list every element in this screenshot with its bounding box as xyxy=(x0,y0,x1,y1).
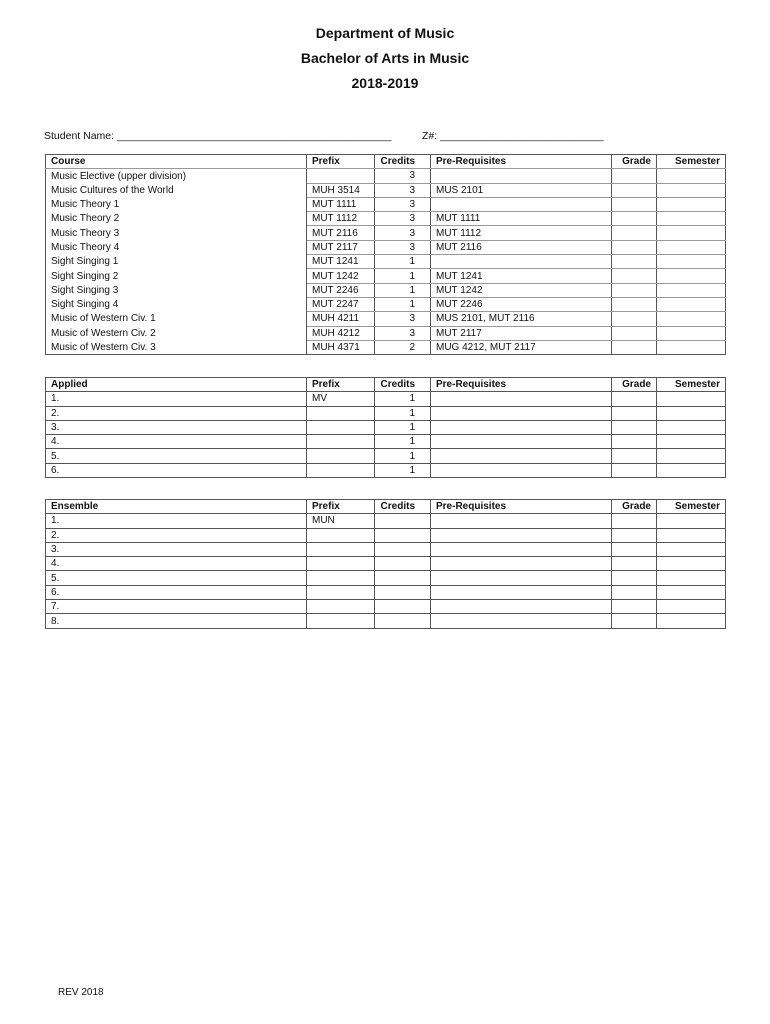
prereq-column-header: Pre-Requisites xyxy=(431,378,612,392)
courses-header-row xyxy=(46,155,726,169)
semester-column-header: Semester xyxy=(657,500,726,514)
applied-header-row xyxy=(46,378,726,392)
row-number-cell: 5. xyxy=(46,449,307,463)
prefix-cell xyxy=(307,463,375,477)
prefix-column-header: Prefix xyxy=(307,155,375,169)
prefix-cell: MUH 4212 xyxy=(307,326,375,340)
prereq-cell xyxy=(431,197,612,211)
semester-cell[interactable] xyxy=(657,169,726,183)
table-row xyxy=(46,420,726,434)
credits-cell: 3 xyxy=(375,226,431,240)
semester-cell[interactable] xyxy=(657,571,726,585)
grade-cell[interactable] xyxy=(612,463,657,477)
prereq-cell[interactable] xyxy=(431,614,612,628)
table-row xyxy=(46,297,726,311)
course-name-cell: Sight Singing 3 xyxy=(46,283,307,297)
prereq-cell[interactable] xyxy=(431,514,612,528)
prereq-cell: MUT 2117 xyxy=(431,326,612,340)
table-row xyxy=(46,514,726,528)
course-name-cell: Music Theory 2 xyxy=(46,212,307,226)
table-row xyxy=(46,449,726,463)
degree-title: Bachelor of Arts in Music xyxy=(300,50,470,66)
credits-cell: 1 xyxy=(375,420,431,434)
grade-cell[interactable] xyxy=(612,514,657,528)
semester-cell[interactable] xyxy=(657,585,726,599)
credits-cell: 1 xyxy=(375,297,431,311)
prereq-cell[interactable] xyxy=(431,542,612,556)
semester-cell[interactable] xyxy=(657,197,726,211)
grade-cell[interactable] xyxy=(612,226,657,240)
prereq-cell: MUT 1111 xyxy=(431,212,612,226)
table-row xyxy=(46,212,726,226)
prereq-cell: MUT 1242 xyxy=(431,283,612,297)
semester-cell[interactable] xyxy=(657,312,726,326)
prefix-cell: MUH 3514 xyxy=(307,183,375,197)
grade-cell[interactable] xyxy=(612,557,657,571)
semester-cell[interactable] xyxy=(657,600,726,614)
year-title: 2018-2019 xyxy=(351,75,419,91)
table-row xyxy=(46,169,726,183)
table-row xyxy=(46,585,726,599)
grade-cell[interactable] xyxy=(612,528,657,542)
credits-cell: 1 xyxy=(375,463,431,477)
row-number-cell: 2. xyxy=(46,406,307,420)
prefix-cell xyxy=(307,542,375,556)
courses-table xyxy=(45,154,726,355)
prereq-cell: MUT 2246 xyxy=(431,297,612,311)
course-column-header: Course xyxy=(46,155,307,169)
credits-cell: 2 xyxy=(375,340,431,354)
table-row xyxy=(46,528,726,542)
credits-cell: 1 xyxy=(375,255,431,269)
table-row xyxy=(46,406,726,420)
prefix-cell: MUT 1112 xyxy=(307,212,375,226)
semester-cell[interactable] xyxy=(657,420,726,434)
grade-cell[interactable] xyxy=(612,392,657,406)
semester-cell[interactable] xyxy=(657,406,726,420)
credits-cell: 3 xyxy=(375,169,431,183)
prefix-column-header: Prefix xyxy=(307,378,375,392)
credits-cell xyxy=(375,514,431,528)
prefix-cell xyxy=(307,449,375,463)
credits-cell xyxy=(375,557,431,571)
row-number-cell: 3. xyxy=(46,420,307,434)
table-row xyxy=(46,269,726,283)
row-number-cell: 2. xyxy=(46,528,307,542)
department-title: Department of Music xyxy=(315,25,455,41)
credits-cell xyxy=(375,542,431,556)
credits-column-header: Credits xyxy=(375,500,431,514)
semester-cell[interactable] xyxy=(657,183,726,197)
prefix-cell xyxy=(307,528,375,542)
prereq-cell xyxy=(431,169,612,183)
credits-cell: 3 xyxy=(375,212,431,226)
credits-cell: 1 xyxy=(375,269,431,283)
grade-cell[interactable] xyxy=(612,340,657,354)
table-row xyxy=(46,600,726,614)
grade-cell[interactable] xyxy=(612,449,657,463)
semester-cell[interactable] xyxy=(657,392,726,406)
semester-cell[interactable] xyxy=(657,528,726,542)
table-row xyxy=(46,226,726,240)
ensemble-header-row xyxy=(46,500,726,514)
course-name-cell: Music Elective (upper division) xyxy=(46,169,307,183)
applied-table xyxy=(45,377,726,478)
credits-cell: 3 xyxy=(375,326,431,340)
grade-cell[interactable] xyxy=(612,212,657,226)
grade-cell[interactable] xyxy=(612,600,657,614)
course-name-cell: Sight Singing 2 xyxy=(46,269,307,283)
table-row xyxy=(46,463,726,477)
prefix-cell: MUN xyxy=(307,514,375,528)
prefix-cell xyxy=(307,600,375,614)
row-number-cell: 7. xyxy=(46,600,307,614)
student-name-field[interactable]: Student Name: _______________________________________________ xyxy=(44,130,392,142)
prefix-column-header: Prefix xyxy=(307,500,375,514)
row-number-cell: 1. xyxy=(46,392,307,406)
course-name-cell: Music of Western Civ. 1 xyxy=(46,312,307,326)
course-name-cell: Music Theory 3 xyxy=(46,226,307,240)
prefix-cell xyxy=(307,571,375,585)
prereq-cell[interactable] xyxy=(431,392,612,406)
prefix-cell: MUT 2246 xyxy=(307,283,375,297)
prefix-cell xyxy=(307,585,375,599)
prefix-cell xyxy=(307,557,375,571)
credits-cell xyxy=(375,600,431,614)
grade-cell[interactable] xyxy=(612,169,657,183)
grade-cell[interactable] xyxy=(612,571,657,585)
credits-cell xyxy=(375,571,431,585)
z-number-field[interactable]: Z#: ____________________________ xyxy=(422,130,604,142)
prereq-cell[interactable] xyxy=(431,420,612,434)
table-row xyxy=(46,557,726,571)
prereq-cell[interactable] xyxy=(431,600,612,614)
table-row xyxy=(46,312,726,326)
prereq-cell[interactable] xyxy=(431,463,612,477)
semester-column-header: Semester xyxy=(657,378,726,392)
credits-cell xyxy=(375,585,431,599)
prereq-cell[interactable] xyxy=(431,528,612,542)
prefix-cell xyxy=(307,420,375,434)
credits-cell xyxy=(375,528,431,542)
row-number-cell: 3. xyxy=(46,542,307,556)
semester-cell[interactable] xyxy=(657,435,726,449)
semester-cell[interactable] xyxy=(657,283,726,297)
table-row xyxy=(46,283,726,297)
prereq-cell: MUT 1241 xyxy=(431,269,612,283)
credits-cell: 1 xyxy=(375,435,431,449)
table-row xyxy=(46,340,726,354)
prereq-cell[interactable] xyxy=(431,449,612,463)
document-header xyxy=(0,22,770,97)
credits-cell: 3 xyxy=(375,183,431,197)
semester-cell[interactable] xyxy=(657,226,726,240)
prereq-cell: MUS 2101 xyxy=(431,183,612,197)
semester-cell[interactable] xyxy=(657,326,726,340)
semester-cell[interactable] xyxy=(657,240,726,254)
grade-cell[interactable] xyxy=(612,269,657,283)
grade-cell[interactable] xyxy=(612,435,657,449)
prereq-cell[interactable] xyxy=(431,557,612,571)
grade-cell[interactable] xyxy=(612,297,657,311)
prereq-cell: MUS 2101, MUT 2116 xyxy=(431,312,612,326)
prereq-cell: MUT 2116 xyxy=(431,240,612,254)
prefix-cell: MUT 2247 xyxy=(307,297,375,311)
semester-cell[interactable] xyxy=(657,449,726,463)
grade-cell[interactable] xyxy=(612,585,657,599)
prefix-cell xyxy=(307,614,375,628)
credits-cell xyxy=(375,614,431,628)
credits-cell: 1 xyxy=(375,392,431,406)
prereq-cell[interactable] xyxy=(431,435,612,449)
grade-cell[interactable] xyxy=(612,183,657,197)
grade-column-header: Grade xyxy=(612,155,657,169)
prefix-cell: MUH 4211 xyxy=(307,312,375,326)
prefix-cell xyxy=(307,435,375,449)
semester-cell[interactable] xyxy=(657,514,726,528)
row-number-cell: 4. xyxy=(46,435,307,449)
course-name-cell: Music of Western Civ. 3 xyxy=(46,340,307,354)
semester-cell[interactable] xyxy=(657,542,726,556)
prereq-cell[interactable] xyxy=(431,571,612,585)
semester-cell[interactable] xyxy=(657,463,726,477)
grade-cell[interactable] xyxy=(612,240,657,254)
table-row xyxy=(46,614,726,628)
grade-column-header: Grade xyxy=(612,500,657,514)
grade-cell[interactable] xyxy=(612,542,657,556)
prereq-column-header: Pre-Requisites xyxy=(431,155,612,169)
semester-cell[interactable] xyxy=(657,255,726,269)
semester-cell[interactable] xyxy=(657,212,726,226)
ensemble-table xyxy=(45,499,726,629)
course-name-cell: Music Theory 1 xyxy=(46,197,307,211)
grade-cell[interactable] xyxy=(612,614,657,628)
credits-cell: 1 xyxy=(375,406,431,420)
table-row xyxy=(46,542,726,556)
prefix-cell xyxy=(307,169,375,183)
prereq-cell[interactable] xyxy=(431,585,612,599)
course-name-cell: Music Theory 4 xyxy=(46,240,307,254)
ensemble-column-header: Ensemble xyxy=(46,500,307,514)
credits-column-header: Credits xyxy=(375,155,431,169)
grade-cell[interactable] xyxy=(612,420,657,434)
grade-cell[interactable] xyxy=(612,283,657,297)
table-row xyxy=(46,197,726,211)
row-number-cell: 6. xyxy=(46,463,307,477)
prefix-cell: MUT 1242 xyxy=(307,269,375,283)
semester-cell[interactable] xyxy=(657,614,726,628)
prefix-cell: MUT 2116 xyxy=(307,226,375,240)
prereq-column-header: Pre-Requisites xyxy=(431,500,612,514)
grade-cell[interactable] xyxy=(612,312,657,326)
course-name-cell: Music Cultures of the World xyxy=(46,183,307,197)
credits-cell: 3 xyxy=(375,197,431,211)
row-number-cell: 8. xyxy=(46,614,307,628)
table-row xyxy=(46,183,726,197)
table-row xyxy=(46,571,726,585)
prefix-cell: MUT 2117 xyxy=(307,240,375,254)
course-name-cell: Sight Singing 4 xyxy=(46,297,307,311)
prereq-cell: MUT 1112 xyxy=(431,226,612,240)
table-row xyxy=(46,255,726,269)
grade-cell[interactable] xyxy=(612,255,657,269)
prereq-cell xyxy=(431,255,612,269)
grade-column-header: Grade xyxy=(612,378,657,392)
semester-cell[interactable] xyxy=(657,557,726,571)
semester-cell[interactable] xyxy=(657,340,726,354)
grade-cell[interactable] xyxy=(612,197,657,211)
row-number-cell: 5. xyxy=(46,571,307,585)
revision-note: REV 2018 xyxy=(58,987,104,998)
semester-column-header: Semester xyxy=(657,155,726,169)
credits-cell: 1 xyxy=(375,449,431,463)
row-number-cell: 1. xyxy=(46,514,307,528)
table-row xyxy=(46,326,726,340)
credits-cell: 3 xyxy=(375,240,431,254)
credits-cell: 1 xyxy=(375,283,431,297)
row-number-cell: 4. xyxy=(46,557,307,571)
prereq-cell[interactable] xyxy=(431,406,612,420)
table-row xyxy=(46,240,726,254)
prefix-cell xyxy=(307,406,375,420)
course-name-cell: Sight Singing 1 xyxy=(46,255,307,269)
semester-cell[interactable] xyxy=(657,297,726,311)
table-row xyxy=(46,435,726,449)
row-number-cell: 6. xyxy=(46,585,307,599)
prefix-cell: MUT 1111 xyxy=(307,197,375,211)
prefix-cell: MV xyxy=(307,392,375,406)
prefix-cell: MUT 1241 xyxy=(307,255,375,269)
credits-column-header: Credits xyxy=(375,378,431,392)
grade-cell[interactable] xyxy=(612,406,657,420)
course-name-cell: Music of Western Civ. 2 xyxy=(46,326,307,340)
table-row xyxy=(46,392,726,406)
credits-cell: 3 xyxy=(375,312,431,326)
grade-cell[interactable] xyxy=(612,326,657,340)
prefix-cell: MUH 4371 xyxy=(307,340,375,354)
applied-column-header: Applied xyxy=(46,378,307,392)
prereq-cell: MUG 4212, MUT 2117 xyxy=(431,340,612,354)
semester-cell[interactable] xyxy=(657,269,726,283)
